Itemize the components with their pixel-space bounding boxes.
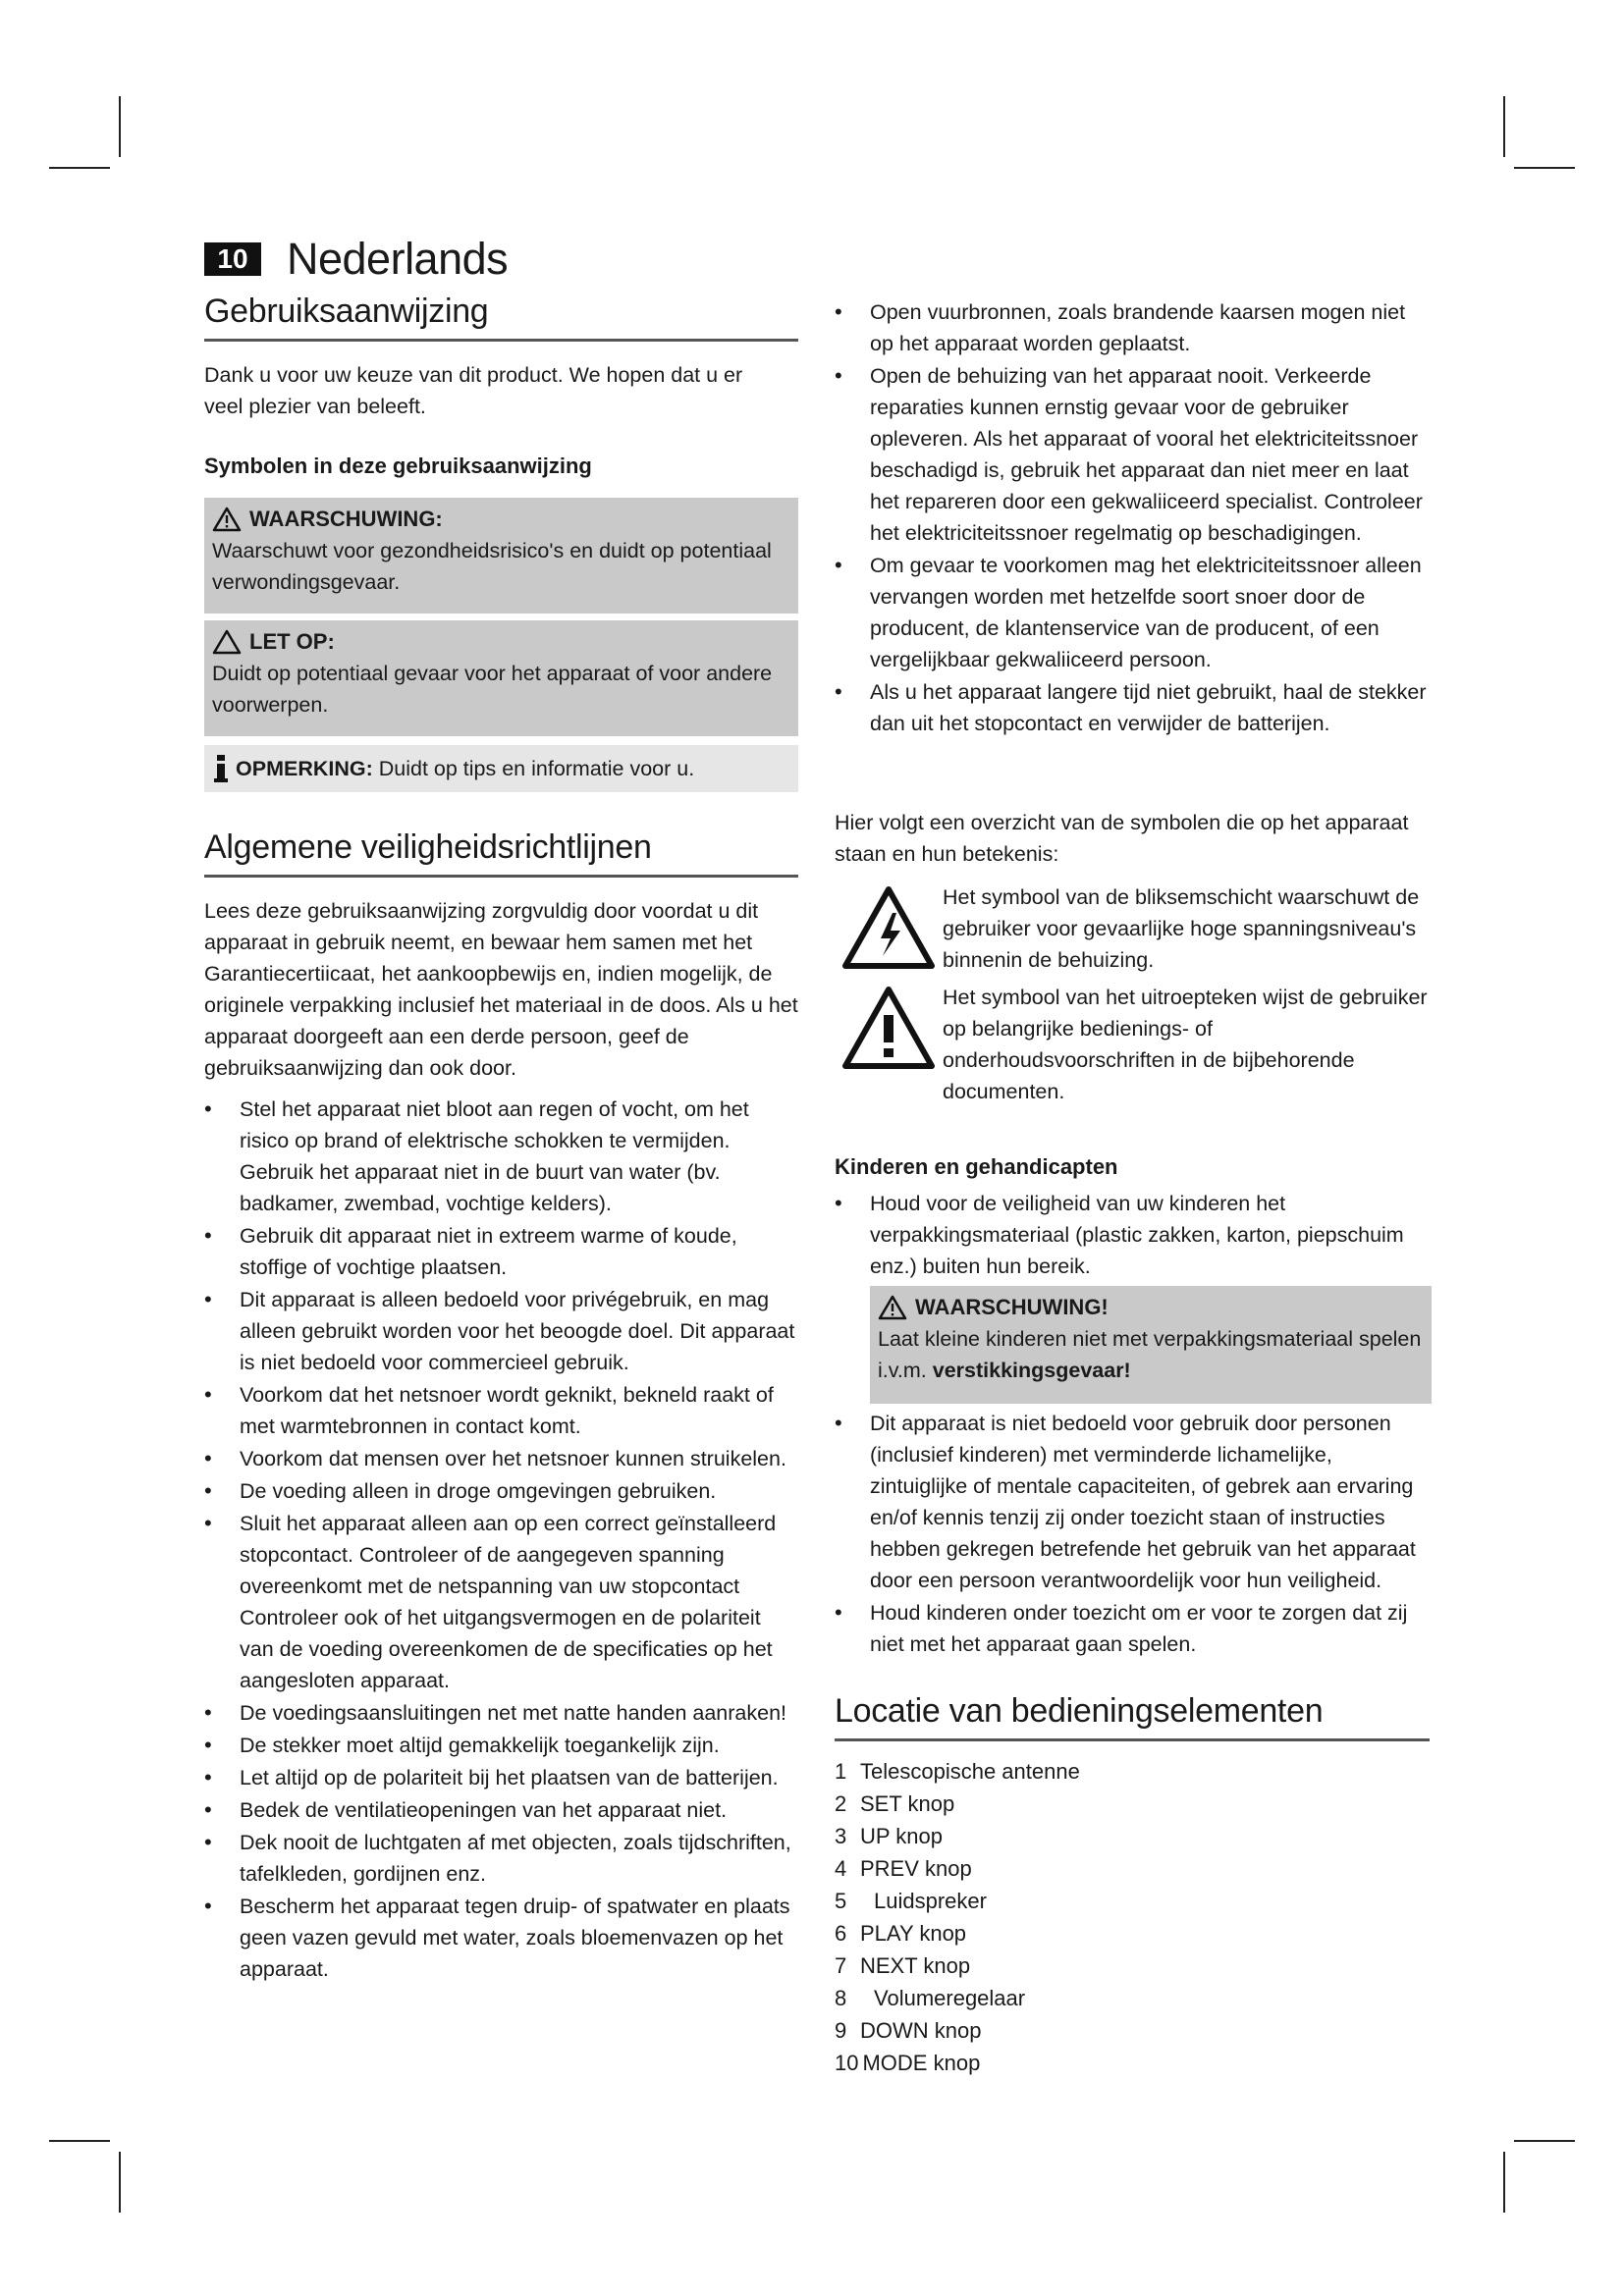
list-item: • Als u het apparaat langere tijd niet gebruikt, haal de stekker dan uit het stopcontact en verwijder de batterijen.	[835, 676, 1434, 739]
list-item: • Om gevaar te voorkomen mag het elektriciteitssnoer alleen vervangen worden met hetzelfde soort snoer door de producent, de klantenservice van de producent, of een vergelijkbaar gekwaliiceerd persoon.	[835, 550, 1434, 675]
children-warning-title: WAARSCHUWING!	[915, 1295, 1109, 1319]
note-title: OPMERKING:	[236, 757, 373, 780]
list-item: • Dek nooit de luchtgaten af met objecten, zoals tijdschriften, tafelkleden, gordijnen enz.	[204, 1827, 798, 1890]
list-item: • Let altijd op de polariteit bij het plaatsen van de batterijen.	[204, 1762, 798, 1793]
list-item: • Dit apparaat is alleen bedoeld voor privégebruik, en mag alleen gebruikt worden voor het beoogde doel. Dit apparaat is niet bedoeld voor commercieel gebruik.	[204, 1284, 798, 1378]
warning-body: Waarschuwt voor gezondheidsrisico's en duidt op potentiaal verwondingsgevaar.	[212, 539, 772, 594]
safety-list	[204, 1094, 798, 1986]
list-item: • Houd voor de veiligheid van uw kinderen het verpakkingsmateriaal (plastic zakken, karton, piepschuim enz.) buiten hun bereik.	[835, 1188, 1434, 1282]
control-item: 5 Luidspreker	[835, 1889, 987, 1913]
control-item: 8 Volumeregelaar	[835, 1986, 1026, 2010]
note-box	[204, 745, 798, 792]
controls-list	[835, 1755, 1434, 2079]
note-body: Duidt op tips en informatie voor u.	[378, 757, 695, 780]
list-item: • De voedingsaansluitingen net met natte handen aanraken!	[204, 1697, 798, 1729]
list-item: • Bescherm het apparaat tegen druip- of spatwater en plaats geen vazen gevuld met water, zoals bloemenvazen op het apparaat.	[204, 1891, 798, 1985]
control-item: 9 DOWN knop	[835, 2018, 982, 2043]
crop-mark	[1514, 2140, 1575, 2142]
warning-triangle-icon	[212, 507, 242, 532]
control-item: 10 MODE knop	[835, 2051, 981, 2075]
list-item: • De stekker moet altijd gemakkelijk toegankelijk zijn.	[204, 1730, 798, 1761]
children-warning-body: Laat kleine kinderen niet met verpakkingsmateriaal spelen i.v.m.	[878, 1327, 1422, 1382]
list-item: • Stel het apparaat niet bloot aan regen of vocht, om het risico op brand of elektrische schokken te vermijden. Gebruik het apparaat niet in de buurt van water (bv. badkamer, zwembad, vochtige kelders).	[204, 1094, 798, 1219]
control-item: 3 UP knop	[835, 1824, 943, 1848]
crop-mark	[1503, 96, 1505, 157]
caution-title: LET OP:	[249, 629, 335, 654]
crop-mark	[49, 167, 110, 169]
language-title: Nederlands	[287, 234, 509, 284]
crop-mark	[119, 2152, 121, 2213]
safety-list-continued	[835, 296, 1434, 740]
symbol-lightning-text: Het symbool van de bliksemschicht waarschuwt de gebruiker voor gevaarlijke hoge spanningsniveau's binnenin de behuizing.	[943, 885, 1420, 972]
symbol-lightning-row	[835, 881, 1434, 976]
list-item: • Dit apparaat is niet bedoeld voor gebruik door personen (inclusief kinderen) met verminderde lichamelijke, zintuiglijke of mentale capaciteiten, of gebrek aan ervaring en/of kennis tenzij zij onder toezicht staan of instructies hebben gekregen betrefende het gebruik van het apparaat door een persoon verantwoordelijk voor hun veiligheid.	[835, 1408, 1434, 1596]
info-icon	[212, 754, 230, 783]
crop-mark	[119, 96, 121, 157]
heading-safety: Algemene veiligheidsrichtlijnen	[204, 828, 798, 878]
heading-children: Kinderen en gehandicapten	[835, 1154, 1118, 1179]
children-warning-box	[870, 1286, 1432, 1404]
heading-manual: Gebruiksaanwijzing	[204, 293, 798, 342]
crop-mark	[1514, 167, 1575, 169]
symbols-intro: Hier volgt een overzicht van de symbolen die op het apparaat staan en hun betekenis:	[835, 811, 1409, 866]
exclamation-warning-icon	[839, 984, 938, 1072]
intro-text: Dank u voor uw keuze van dit product. We hopen dat u er veel plezier van beleeft.	[204, 363, 743, 418]
caution-box	[204, 620, 798, 736]
control-item: 2 SET knop	[835, 1791, 955, 1816]
children-warning-bold: verstikkingsgevaar!	[932, 1359, 1131, 1382]
symbol-exclamation-text: Het symbool van het uitroepteken wijst de gebruiker op belangrijke bedienings- of onderhoudsvoorschriften in de bijbehorende documenten.	[943, 986, 1428, 1103]
caution-body: Duidt op potentiaal gevaar voor het apparaat of voor andere voorwerpen.	[212, 662, 773, 717]
warning-triangle-icon	[878, 1295, 907, 1320]
list-item: • Voorkom dat het netsnoer wordt geknikt, bekneld raakt of met warmtebronnen in contact komt.	[204, 1379, 798, 1442]
list-item: • Houd kinderen onder toezicht om er voor te zorgen dat zij niet met het apparaat gaan spelen.	[835, 1597, 1434, 1660]
page-header	[204, 234, 508, 285]
heading-symbols: Symbolen in deze gebruiksaanwijzing	[204, 454, 592, 478]
page-number: 10	[204, 242, 261, 276]
control-item: 6 PLAY knop	[835, 1921, 967, 1946]
symbol-exclamation-row	[835, 982, 1434, 1107]
list-item: • Bedek de ventilatieopeningen van het apparaat niet.	[204, 1794, 798, 1826]
control-item: 4 PREV knop	[835, 1856, 972, 1881]
control-item: 7 NEXT knop	[835, 1953, 971, 1978]
list-item: • Open de behuizing van het apparaat nooit. Verkeerde reparaties kunnen ernstig gevaar voor de gebruiker opleveren. Als het apparaat of vooral het elektriciteitssnoer beschadigd is, gebruik het apparaat dan niet meer en laat het repareren door een gekwaliiceerd specialist. Controleer het elektriciteitssnoer regelmatig op beschadigingen.	[835, 360, 1434, 549]
warning-title: WAARSCHUWING:	[249, 507, 443, 531]
safety-intro: Lees deze gebruiksaanwijzing zorgvuldig door voordat u dit apparaat in gebruik neemt, en bewaar hem samen met het Garantiecertiicaat, het aankoopbewijs en, indien mogelijk, de originele verpakking inclusief het materiaal in de doos. Als u het apparaat doorgeeft aan een derde persoon, geef de gebruiksaanwijzing dan ook door.	[204, 899, 798, 1080]
list-item: • De voeding alleen in droge omgevingen gebruiken.	[204, 1475, 798, 1507]
children-list-2	[835, 1408, 1434, 1661]
children-list-1	[835, 1188, 1434, 1283]
warning-box	[204, 498, 798, 614]
list-item: • Sluit het apparaat alleen aan op een correct geïnstalleerd stopcontact. Controleer of de aangegeven spanning overeenkomt met de netspanning van uw stopcontact Controleer ook of het uitgangsvermogen en de polariteit van de voeding overeenkomen de de specificaties op het aangesloten apparaat.	[204, 1508, 798, 1696]
crop-mark	[49, 2140, 110, 2142]
heading-controls: Locatie van bedieningselementen	[835, 1692, 1430, 1741]
list-item: • Open vuurbronnen, zoals brandende kaarsen mogen niet op het apparaat worden geplaatst.	[835, 296, 1434, 359]
list-item: • Voorkom dat mensen over het netsnoer kunnen struikelen.	[204, 1443, 798, 1474]
lightning-warning-icon	[839, 883, 938, 972]
control-item: 1 Telescopische antenne	[835, 1759, 1080, 1784]
list-item: • Gebruik dit apparaat niet in extreem warme of koude, stoffige of vochtige plaatsen.	[204, 1220, 798, 1283]
caution-triangle-icon	[212, 629, 242, 655]
crop-mark	[1503, 2152, 1505, 2213]
